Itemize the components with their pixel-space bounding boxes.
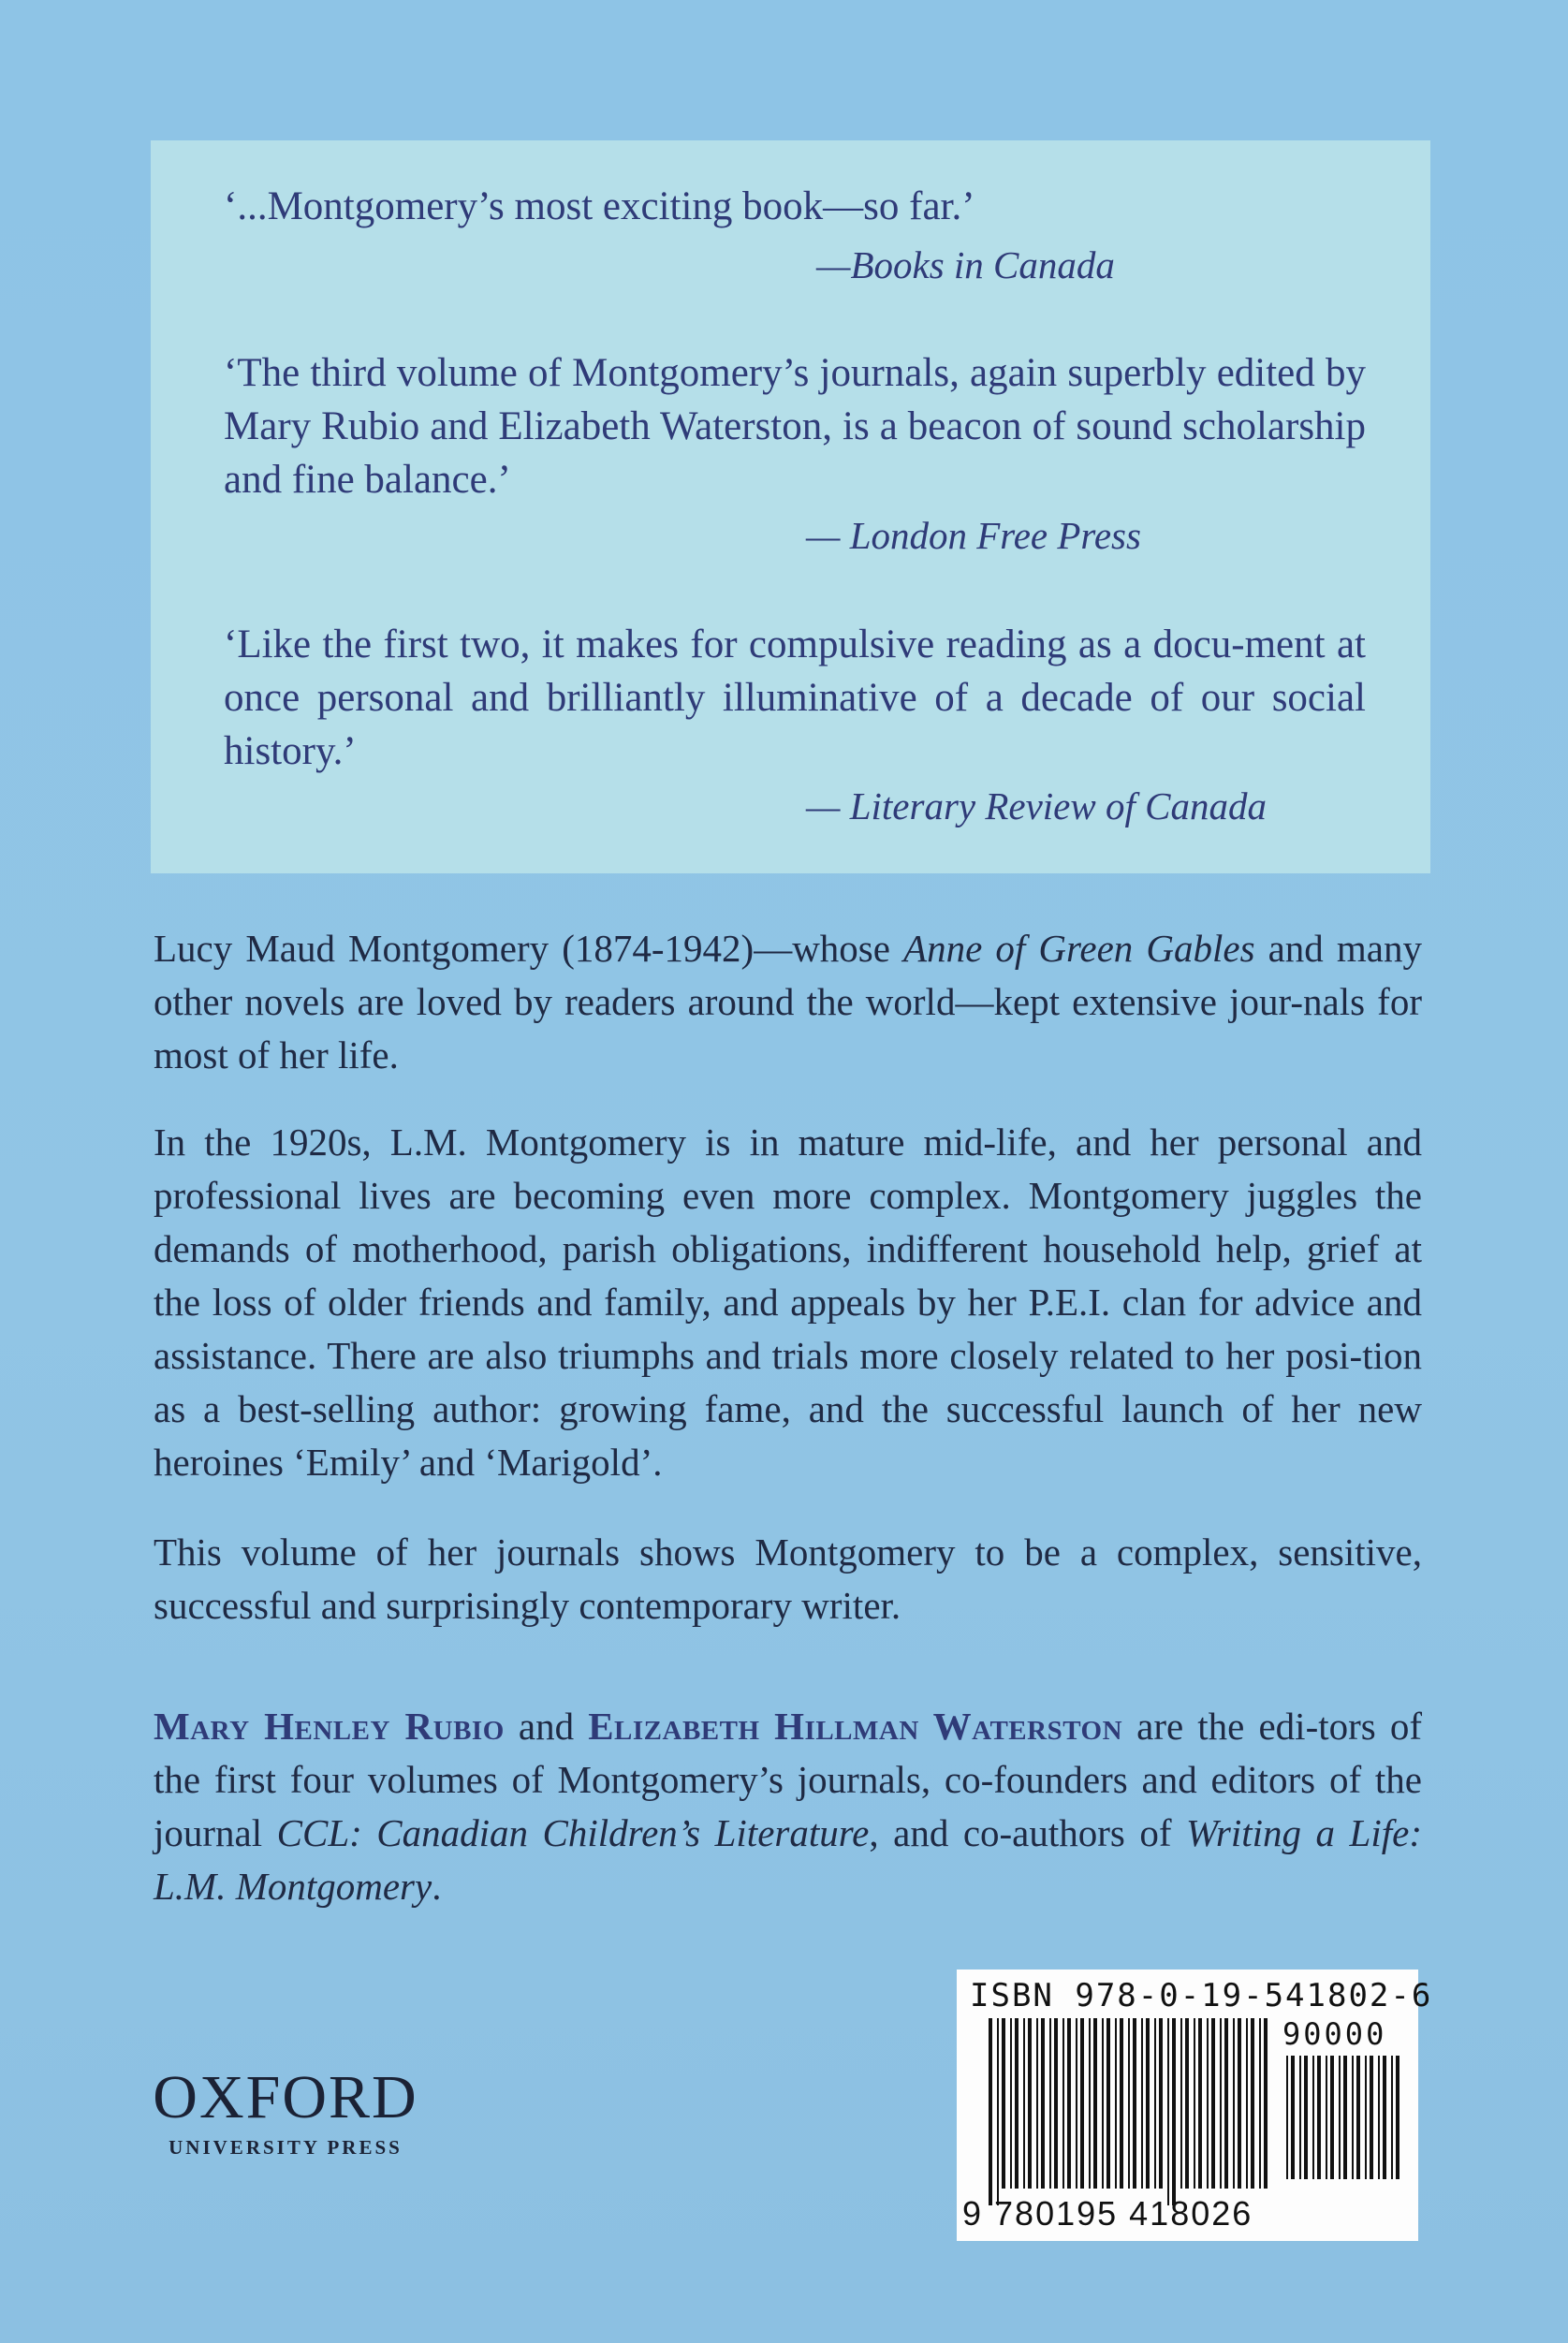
barcode-bar — [1326, 2056, 1327, 2179]
bio-text-a: Lucy Maud Montgomery (1874-1942)—whose — [154, 927, 904, 970]
barcode-bar — [1002, 2018, 1005, 2189]
barcode-bar — [1330, 2056, 1334, 2179]
barcode-bar — [1054, 2018, 1058, 2189]
barcode-bar — [1028, 2018, 1032, 2189]
barcode-bar — [1023, 2018, 1025, 2189]
review-quote-2-attribution: — London Free Press — [806, 514, 1141, 557]
barcode-bar — [1299, 2056, 1301, 2179]
barcode-bar — [1259, 2018, 1261, 2189]
price-code: 90000 — [1282, 2016, 1387, 2052]
barcode-bar — [1383, 2056, 1386, 2179]
barcode-bar — [1246, 2018, 1248, 2189]
barcode-bar — [1067, 2018, 1071, 2189]
summary-paragraph — [154, 1526, 1422, 1633]
barcode-bar — [1049, 2018, 1051, 2189]
barcode-bar — [1010, 2018, 1012, 2189]
journal-title: CCL: Canadian Children’s Literature — [276, 1811, 870, 1854]
editors-paragraph — [154, 1700, 1422, 1913]
barcode-bar — [1093, 2018, 1097, 2189]
isbn-text: ISBN 978-0-19-541802-6 — [970, 1977, 1433, 2014]
barcode-bar — [1251, 2018, 1254, 2189]
barcode-bar — [1339, 2056, 1341, 2179]
barcode-bar — [1172, 2018, 1176, 2205]
barcode-bar — [997, 2018, 999, 2205]
barcode-bar — [1378, 2056, 1380, 2179]
barcode-bar — [1141, 2018, 1143, 2189]
barcode-bar — [1198, 2018, 1202, 2189]
barcode-bar — [1291, 2056, 1295, 2179]
barcode-bar — [1391, 2056, 1393, 2179]
barcode-bar — [1167, 2018, 1169, 2205]
barcode-bar — [1036, 2018, 1038, 2189]
barcode-bar — [1370, 2056, 1373, 2179]
summary-text: This volume of her journals shows Montgomery to be a complex, sensitive, successful and surprisingly contemporary writer. — [154, 1530, 1422, 1627]
review-quote-2-text: ‘The third volume of Montgomery’s journals, again superbly edited by Mary Rubio and Elizabeth Waterston, is a beacon of sound scholarship and fine balance.’ — [224, 351, 1366, 502]
barcode-digits: 9 780195 418026 — [962, 2194, 1253, 2233]
barcode-bar — [1220, 2018, 1222, 2189]
barcode-bar — [1238, 2018, 1241, 2189]
barcode-bar — [1146, 2018, 1150, 2189]
bio-text-b: and many other novels are loved by readers around the world—kept extensive jour-nals for most of her life. — [154, 927, 1422, 1076]
coauthored-book-title: Writing a Life: L.M. Montgomery — [154, 1811, 1422, 1908]
barcode-bar — [1180, 2018, 1182, 2189]
barcode-bar — [1207, 2018, 1209, 2189]
barcode-bar — [1120, 2018, 1123, 2189]
addon-barcode-bars — [1286, 2056, 1406, 2215]
barcode-bar — [1062, 2018, 1064, 2189]
barcode-bar — [1286, 2056, 1288, 2179]
barcode-bar — [1211, 2018, 1215, 2189]
barcode-bar — [1115, 2018, 1117, 2189]
description-paragraph — [154, 1116, 1422, 1489]
barcode-bar — [1356, 2056, 1360, 2179]
barcode-bar — [1312, 2056, 1314, 2179]
barcode-bar — [989, 2018, 992, 2205]
barcode-bar — [1128, 2018, 1130, 2189]
editor-name-2: Elizabeth Hillman Waterston — [588, 1705, 1123, 1748]
barcode-bar — [1194, 2018, 1195, 2189]
editors-text-c: . — [432, 1865, 442, 1908]
review-quote-3-text: ‘Like the first two, it makes for compulsive reading as a docu-ment at once personal and brilliantly illuminative of a decade of our social history.’ — [224, 622, 1366, 773]
author-bio-paragraph — [154, 922, 1422, 1082]
review-quote-1-text: ‘...Montgomery’s most exciting book—so far.’ — [224, 184, 975, 228]
editor-name-1: Mary Henley Rubio — [154, 1705, 505, 1748]
barcode-bar — [1365, 2056, 1367, 2179]
barcode-bar — [1352, 2056, 1354, 2179]
barcode-bar — [1154, 2018, 1156, 2189]
isbn-barcode — [957, 1970, 1433, 2241]
review-quote-1 — [224, 180, 1366, 233]
barcode-bar — [1343, 2056, 1347, 2179]
barcode-bar — [1106, 2018, 1110, 2189]
review-quote-3-attribution: — Literary Review of Canada — [806, 784, 1267, 827]
barcode-bar — [1233, 2018, 1235, 2189]
review-quotes-box — [151, 140, 1430, 873]
barcode-bar — [1185, 2018, 1189, 2189]
editors-text-a: are the edi-tors of the first four volumes of Montgomery’s journals, co-founders and editors of the journal — [154, 1705, 1422, 1854]
barcode-bar — [1076, 2018, 1077, 2189]
bio-book-title: Anne of Green Gables — [903, 927, 1255, 970]
review-quote-3 — [224, 618, 1366, 778]
description-text: In the 1920s, L.M. Montgomery is in mature mid-life, and her personal and professional lives are becoming even more complex. Montgomery juggles the demands of motherhood, parish obligations, indifferent household help, grief at the loss of older friends and family, and appeals by her P.E.I. clan for advice and assistance. There are also triumphs and trials more closely related to her posi-tion as a best-selling author: growing fame, and the successful launch of her new heroines ‘Emily’ and ‘Marigold’. — [154, 1120, 1422, 1484]
barcode-bar — [1317, 2056, 1321, 2179]
barcode-bar — [1224, 2018, 1228, 2189]
review-quote-2 — [224, 346, 1366, 506]
barcode-bars — [989, 2018, 1288, 2205]
barcode-bar — [1264, 2018, 1268, 2189]
barcode-bar — [1080, 2018, 1084, 2189]
barcode-bar — [1133, 2018, 1136, 2189]
publisher-subtitle: UNIVERSITY PRESS — [169, 2136, 403, 2159]
barcode-bar — [1304, 2056, 1308, 2179]
editors-and: and — [504, 1705, 589, 1748]
oxford-logo — [145, 2063, 426, 2160]
review-quote-1-attribution: —Books in Canada — [816, 243, 1115, 286]
barcode-bar — [1396, 2056, 1399, 2179]
barcode-bar — [1089, 2018, 1091, 2189]
barcode-bar — [1102, 2018, 1104, 2189]
barcode-bar — [1159, 2018, 1163, 2189]
barcode-bar — [1015, 2018, 1018, 2189]
publisher-name: OXFORD — [153, 2063, 418, 2131]
editors-text-b: , and co-authors of — [869, 1811, 1187, 1854]
barcode-bar — [1041, 2018, 1045, 2189]
